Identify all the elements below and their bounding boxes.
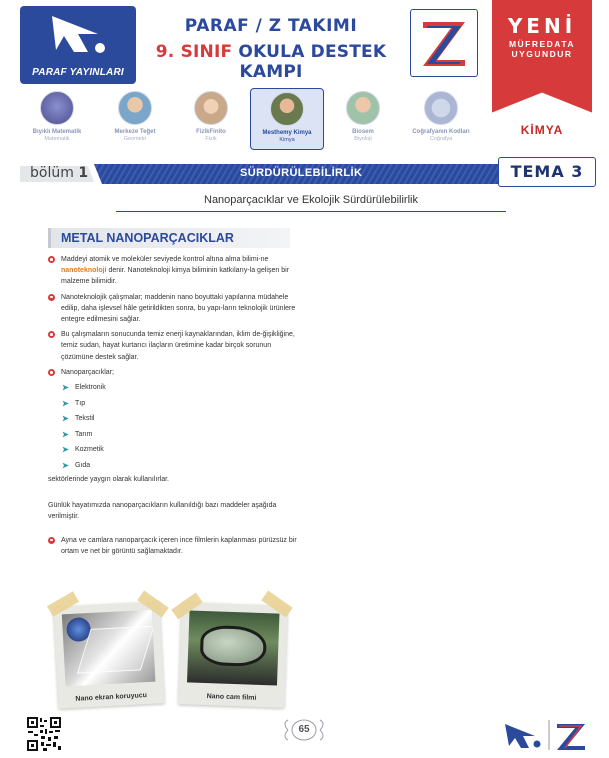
list-item: ➤ Gıda [62, 458, 300, 474]
z-logo-icon [411, 10, 477, 76]
footer-logos [503, 718, 589, 752]
photo-screen-protector [53, 601, 164, 708]
teacher-avatar [40, 91, 74, 125]
glass-film-image [187, 610, 279, 685]
list-item: ➤ Tıp [62, 396, 300, 412]
bullet-icon [48, 256, 55, 263]
header-title [140, 16, 402, 82]
list-item: ➤ Kozmetik [62, 442, 300, 458]
teacher-item [174, 88, 248, 142]
ribbon-subject: KİMYA [520, 123, 564, 137]
teacher-avatar [194, 91, 228, 125]
arrow-icon: ➤ [62, 398, 69, 408]
teacher-name: Merkeze Teğet [114, 129, 156, 135]
teacher-subject: Biyoloji [354, 135, 372, 142]
section-heading: METAL NANOPARÇACIKLAR [48, 228, 290, 248]
page-subtitle: Nanoparçacıklar ve Ekolojik Sürdürülebilirlik [116, 190, 506, 212]
section-bolum: bölüm 1 [30, 165, 89, 181]
page-number: 65 [298, 724, 310, 735]
list-item: ➤ Elektronik [62, 380, 300, 396]
ribbon-text [492, 0, 592, 59]
ribbon-mufredata: MÜFREDATA [508, 39, 576, 49]
teacher-avatar [424, 91, 458, 125]
arrow-icon: ➤ [62, 414, 69, 424]
content-body [48, 254, 300, 561]
arrow-icon: ➤ [62, 445, 69, 455]
publisher-logo [20, 6, 136, 84]
daily-life-sentence: Günlük hayatımızda nanoparçacıkların kullanıldığı bazı maddeler aşağıda verilmiştir. [48, 502, 277, 521]
photo-caption: Nano ekran koruyucu [75, 692, 148, 703]
bullet-paragraph: Bu çalışmaların sonucunda temiz enerji kaynaklarından, iklim de-ğişikliğine, temiz sudan, hayat kurtarıcı ilaçların üretimine kadar birçok sorunun çözümüne destek sağlar. [48, 329, 300, 363]
teacher-subject: Matematik [44, 135, 70, 142]
teacher-list [20, 88, 490, 152]
tema-badge: TEMA 3 [498, 157, 596, 187]
arrow-icon: ➤ [62, 383, 69, 393]
teacher-avatar [270, 92, 304, 126]
bullet-icon [48, 294, 55, 301]
header-line-1: PARAF / Z TAKIMI [184, 16, 358, 36]
list-item: ➤ Tarım [62, 427, 300, 443]
highlight-term: nanoteknoloji [61, 267, 107, 275]
teacher-name: FizikFinito [196, 129, 226, 135]
bullet-paragraph: Ayna ve camlara nanoparçacık içeren ince filmlerin kaplanması pürüzsüz bir ortam ve net bir görüntü sağlamaktadır. [48, 535, 300, 557]
teacher-subject: Coğrafya [429, 135, 453, 142]
arrow-icon: ➤ [62, 429, 69, 439]
publisher-name: PARAF YAYINLARI [32, 67, 124, 78]
bullet-icon [48, 369, 55, 376]
section-title: SÜRDÜRÜLEBİLİRLİK [240, 167, 363, 179]
bullet-paragraph: Nanoteknolojik çalışmalar; maddenin nano boyuttaki yapılarına müdahele edilip, daha işlevsel hâle getirildikten sonra, bu yapı-ların teknolojik ürünlere entegre edilmesini sağlar. [48, 292, 300, 326]
teacher-name: Biosem [352, 129, 374, 135]
qr-code [26, 716, 62, 752]
bullet-paragraph: Nanoparçacıklar; [48, 367, 300, 378]
screen-protector-image [62, 610, 156, 687]
arrow-icon: ➤ [62, 460, 69, 470]
teacher-item [326, 88, 400, 142]
teacher-item [20, 88, 94, 142]
header-line-2: 9. SINIF OKULA DESTEK KAMPI [155, 42, 387, 82]
teacher-item-active [250, 88, 324, 150]
teacher-name: Bıyıklı Matematik [32, 129, 82, 135]
teacher-subject: Geometri [123, 135, 147, 142]
bullet-icon [48, 537, 55, 544]
teacher-avatar [346, 91, 380, 125]
bullet-icon [48, 331, 55, 338]
teacher-name: Coğrafyanın Kodları [412, 129, 470, 135]
list-item: ➤ Tekstil [62, 411, 300, 427]
photo-glass-film [178, 602, 287, 708]
teacher-subject: Kimya [279, 136, 295, 143]
photo-caption: Nano cam filmi [206, 693, 257, 702]
z-team-logo [410, 9, 478, 77]
teacher-subject: Fizik [205, 135, 217, 142]
teacher-name: Mesthemy Kimya [262, 130, 312, 136]
sector-list [62, 380, 300, 473]
bullet-paragraph: Maddeyi atomik ve moleküler seviyede kontrol altına alma bilimi-ne nanoteknoloji denir. Nanoteknoloji kimya biliminin katkılarıy-la gelişen bir malzeme bilimidir. [48, 254, 300, 288]
sectors-sentence: sektörlerinde yaygın olarak kullanılırlar. [48, 476, 170, 484]
teacher-item [404, 88, 478, 142]
paraf-arrow-icon [48, 12, 110, 58]
ribbon-yeni: YENİ [507, 14, 577, 38]
teacher-item [98, 88, 172, 142]
teacher-avatar [118, 91, 152, 125]
ribbon-uygundur: UYGUNDUR [511, 49, 573, 59]
